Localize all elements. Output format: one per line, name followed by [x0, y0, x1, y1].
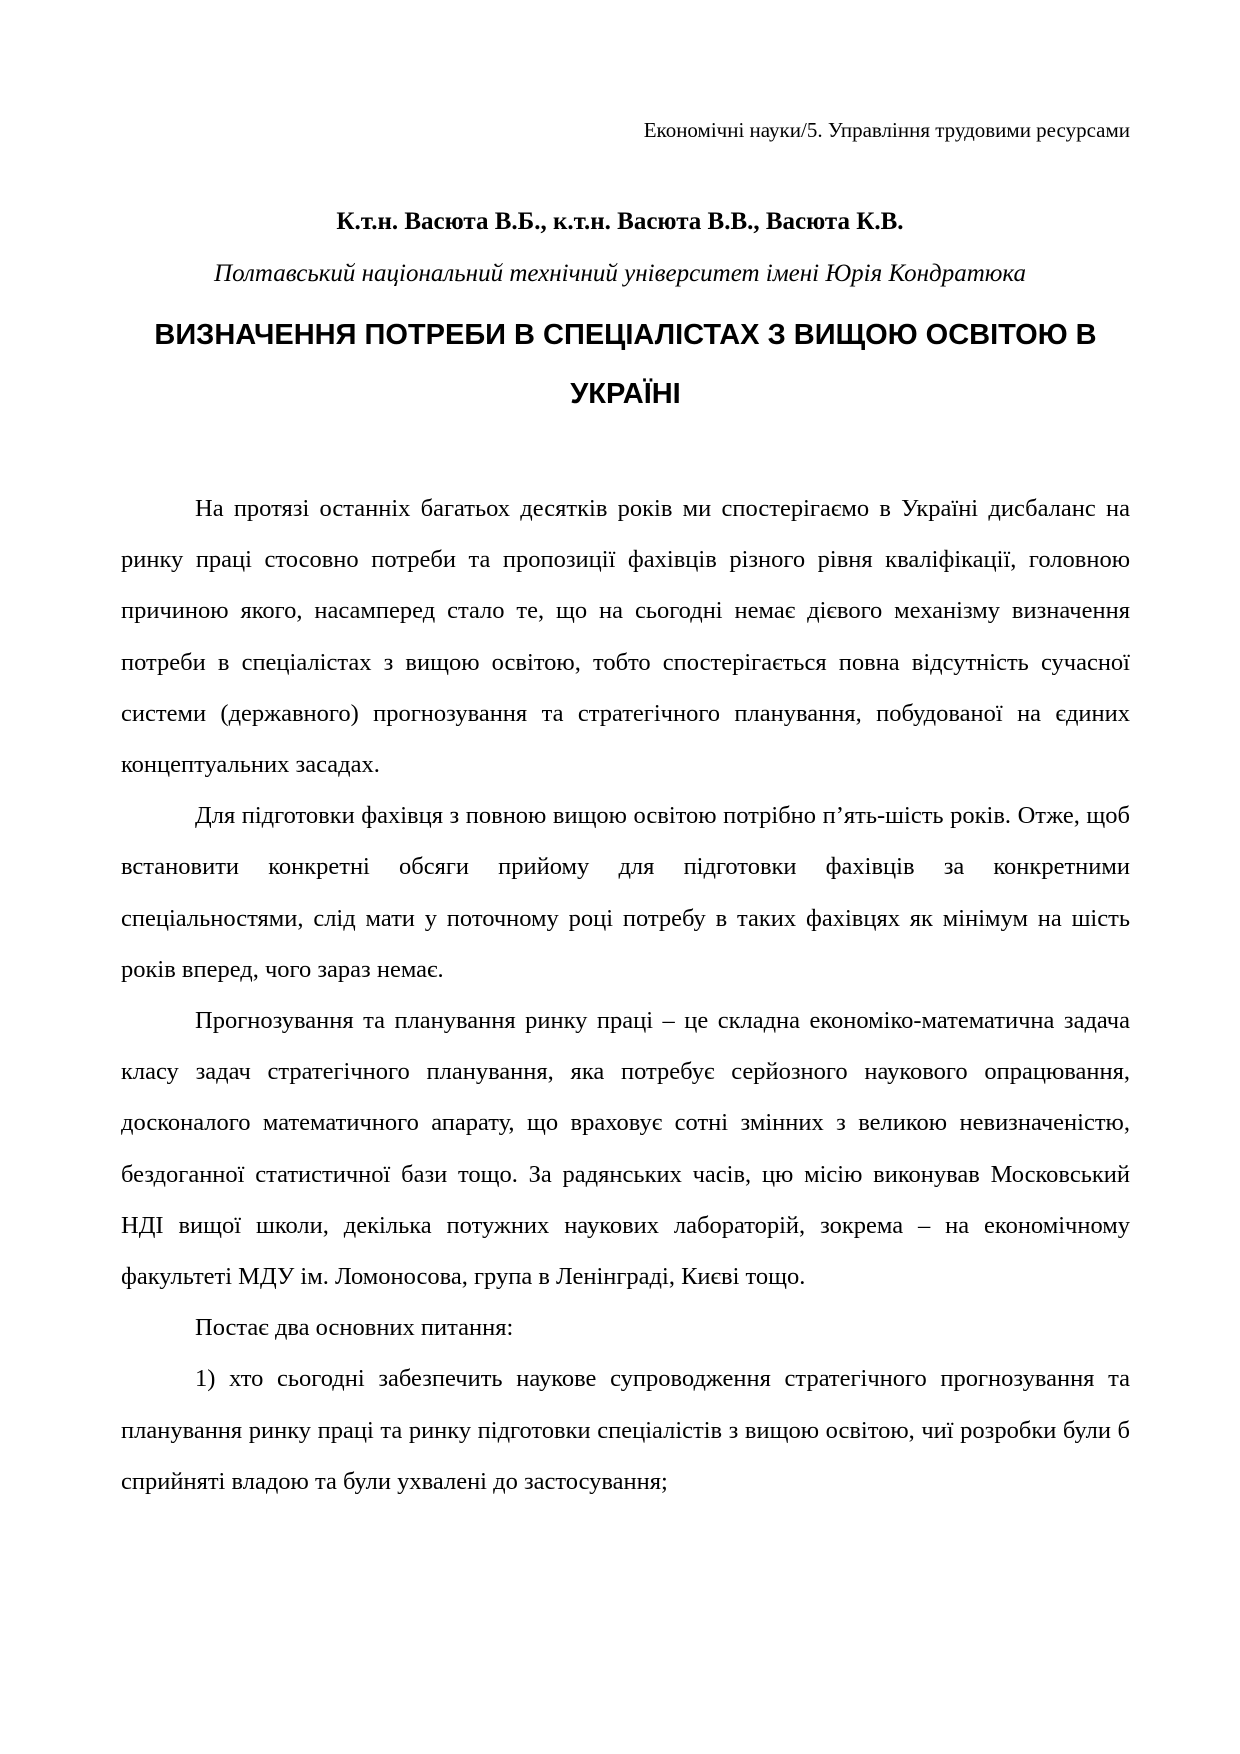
authors: К.т.н. Васюта В.Б., к.т.н. Васюта В.В., Васюта К.В.: [336, 208, 904, 235]
paragraph: Постає два основних питання:: [195, 1314, 514, 1342]
paragraph: Прогнозування та планування ринку праці – це складна економіко-математична задача класу задач стратегічного планування, яка потребує серйозного наукового опрацювання, досконалого математичного апарату, що враховує сотні змінних з великою невизначеністю, бездоганної статистичної бази тощо. За радянських часів, цю місію виконував Московський НДІ вищої школи, декілька потужних наукових лабораторій, зокрема – на економічному факультеті МДУ ім. Ломоносова, група в Ленінграді, Києві тощо.: [121, 1007, 1130, 1291]
paragraph: 1) хто сьогодні забезпечить наукове супроводження стратегічного прогнозування та планування ринку праці та ринку підготовки спеціалістів з вищою освітою, чиї розробки були б сприйняті владою та були ухвалені до застосування;: [121, 1365, 1130, 1495]
paragraph: На протязі останніх багатьох десятків років ми спостерігаємо в Україні дисбаланс на ринку праці стосовно потреби та пропозиції фахівців різного рівня кваліфікації, головною причиною якого, насамперед стало те, що на сьогодні немає дієвого механізму визначення потреби в спеціалістах з вищою освітою, тобто спостерігається повна відсутність сучасної системи (державного) прогнозування та стратегічного планування, побудованої на єдиних концептуальних засадах.: [121, 495, 1130, 779]
running-header: Економічні науки/5. Управління трудовими ресурсами: [643, 118, 1130, 142]
article-body: [121, 483, 1130, 1507]
article-title: ВИЗНАЧЕННЯ ПОТРЕБИ В СПЕЦІАЛІСТАХ З ВИЩОЮ ОСВІТОЮ В УКРАЇНІ: [154, 319, 1097, 410]
affiliation: Полтавський національний технічний університет імені Юрія Кондратюка: [214, 260, 1026, 287]
paragraph: Для підготовки фахівця з повною вищою освітою потрібно п’ять-шість років. Отже, щоб встановити конкретні обсяги прийому для підготовки фахівців за конкретними спеціальностями, слід мати у поточному році потребу в таких фахівцях як мінімум на шість років вперед, чого зараз немає.: [121, 802, 1130, 983]
